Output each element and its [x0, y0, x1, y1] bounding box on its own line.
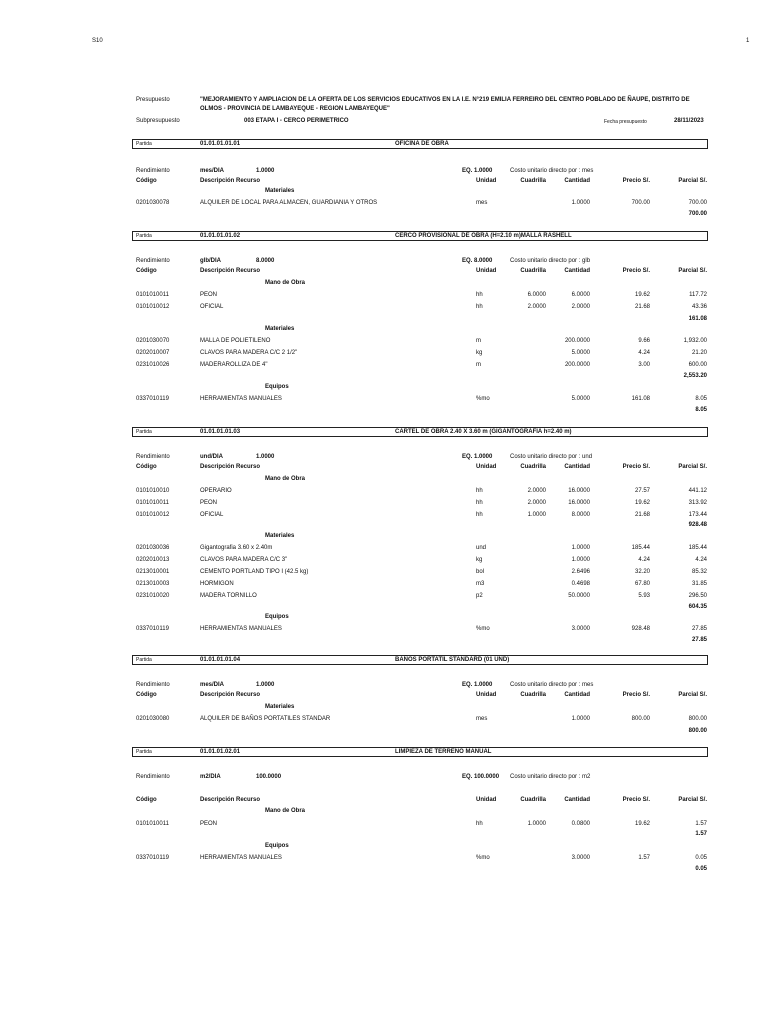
col-unidad: Unidad — [476, 797, 497, 803]
resource-description: ALQUILER DE LOCAL PARA ALMACEN, GUARDIANIA Y OTROS — [200, 200, 378, 206]
rendimiento-value: 8.0000 — [256, 258, 275, 264]
subpresupuesto-label: Subpresupuesto — [136, 118, 180, 124]
col-cantidad: Cantidad — [564, 797, 590, 803]
resource-precio: 928.48 — [631, 626, 650, 632]
costo-unitario-label: Costo unitario directo por : und — [510, 454, 593, 460]
eq-value: EQ. 1.0000 — [462, 454, 493, 460]
partida-code: 01.01.01.01.03 — [200, 429, 241, 435]
resource-unit: p2 — [476, 593, 483, 599]
col-codigo: Código — [136, 178, 157, 184]
resource-code: 0202010007 — [136, 350, 170, 356]
resource-unit: hh — [476, 821, 483, 827]
rendimiento-label: Rendimiento — [136, 682, 170, 688]
resource-parcial: 313.92 — [688, 500, 707, 506]
resource-cuadrilla: 2.0000 — [527, 488, 546, 494]
col-precio: Precio S/. — [622, 797, 650, 803]
col-cantidad: Cantidad — [564, 464, 590, 470]
col-cuadrilla: Cuadrilla — [520, 178, 546, 184]
resource-group-title: Materiales — [265, 533, 295, 539]
group-subtotal: 928.48 — [688, 522, 707, 528]
resource-description: MALLA DE POLIETILENO — [200, 338, 271, 344]
resource-unit: hh — [476, 500, 483, 506]
group-subtotal: 700.00 — [688, 211, 707, 217]
partida-code: 01.01.01.01.02 — [200, 233, 241, 239]
resource-cantidad: 5.0000 — [571, 350, 590, 356]
col-precio: Precio S/. — [622, 692, 650, 698]
resource-cuadrilla: 6.0000 — [527, 292, 546, 298]
fecha-value: 28/11/2023 — [674, 118, 704, 124]
resource-cantidad: 1.0000 — [571, 200, 590, 206]
resource-description: HERRAMIENTAS MANUALES — [200, 855, 282, 861]
fecha-label: Fecha presupuesto — [604, 119, 647, 125]
resource-parcial: 1.57 — [695, 821, 707, 827]
col-codigo: Código — [136, 268, 157, 274]
rendimiento-label: Rendimiento — [136, 774, 170, 780]
col-unidad: Unidad — [476, 268, 497, 274]
resource-precio: 1.57 — [638, 855, 650, 861]
group-subtotal: 1.57 — [695, 831, 707, 837]
resource-unit: %mo — [476, 396, 490, 402]
resource-code: 0337010119 — [136, 626, 169, 632]
subpresupuesto-value: 003 ETAPA I - CERCO PERIMETRICO — [244, 118, 349, 124]
group-subtotal: 800.00 — [688, 728, 707, 734]
resource-code: 0231010026 — [136, 362, 170, 368]
resource-cantidad: 8.0000 — [571, 512, 590, 518]
resource-cantidad: 2.0000 — [571, 304, 590, 310]
col-parcial: Parcial S/. — [678, 797, 707, 803]
resource-precio: 19.62 — [634, 292, 650, 298]
resource-description: HORMIGON — [200, 581, 234, 587]
resource-description: PEON — [200, 821, 218, 827]
costo-unitario-label: Costo unitario directo por : m2 — [510, 774, 591, 780]
resource-precio: 4.24 — [638, 350, 650, 356]
col-parcial: Parcial S/. — [678, 692, 707, 698]
resource-group-title: Equipos — [265, 384, 289, 390]
resource-parcial: 296.50 — [688, 593, 707, 599]
col-precio: Precio S/. — [622, 464, 650, 470]
partida-title: BAÑOS PORTATIL STANDARD (01 UND) — [395, 657, 510, 663]
rendimiento-value: 1.0000 — [256, 682, 275, 688]
col-descripcion: Descripción Recurso — [200, 178, 261, 184]
presupuesto-label: Presupuesto — [136, 97, 170, 103]
resource-code: 0231010020 — [136, 593, 170, 599]
partida-header-box — [132, 231, 708, 241]
resource-unit: hh — [476, 304, 483, 310]
resource-unit: hh — [476, 292, 483, 298]
resource-precio: 3.00 — [638, 362, 650, 368]
resource-group-title: Mano de Obra — [265, 476, 306, 482]
resource-cantidad: 16.0000 — [568, 500, 590, 506]
rendimiento-value: 100.0000 — [256, 774, 282, 780]
col-cuadrilla: Cuadrilla — [520, 692, 546, 698]
resource-parcial: 173.44 — [688, 512, 707, 518]
resource-group-title: Equipos — [265, 843, 289, 849]
resource-parcial: 21.20 — [691, 350, 707, 356]
resource-description: CEMENTO PORTLAND TIPO I (42.5 kg) — [200, 569, 309, 575]
partida-title: CERCO PROVISIONAL DE OBRA (H=2.10 m)MALLA RASHELL — [395, 233, 572, 239]
resource-cantidad: 2.6496 — [571, 569, 590, 575]
rendimiento-label: Rendimiento — [136, 258, 170, 264]
rendimiento-unit: mes/DIA — [200, 682, 225, 688]
resource-parcial: 600.00 — [688, 362, 707, 368]
costo-unitario-label: Costo unitario directo por : glb — [510, 258, 591, 264]
resource-parcial: 700.00 — [688, 200, 707, 206]
costo-unitario-label: Costo unitario directo por : mes — [510, 682, 594, 688]
col-cantidad: Cantidad — [564, 178, 590, 184]
rendimiento-unit: m2/DIA — [200, 774, 221, 780]
resource-cuadrilla: 1.0000 — [527, 512, 546, 518]
resource-parcial: 31.85 — [691, 581, 707, 587]
resource-description: OFICIAL — [200, 304, 224, 310]
resource-code: 0201030070 — [136, 338, 170, 344]
resource-precio: 21.68 — [634, 304, 650, 310]
resource-cantidad: 200.0000 — [564, 362, 590, 368]
resource-parcial: 43.36 — [691, 304, 707, 310]
resource-unit: %mo — [476, 855, 490, 861]
resource-description: ALQUILER DE BAÑOS PORTATILES STANDAR — [200, 716, 331, 722]
col-cuadrilla: Cuadrilla — [520, 464, 546, 470]
col-codigo: Código — [136, 692, 157, 698]
group-subtotal: 8.05 — [695, 407, 707, 413]
rendimiento-label: Rendimiento — [136, 168, 170, 174]
partida-label: Partida — [136, 657, 152, 663]
resource-parcial: 1,932.00 — [683, 338, 707, 344]
resource-precio: 185.44 — [631, 545, 650, 551]
resource-parcial: 85.32 — [691, 569, 707, 575]
partida-label: Partida — [136, 429, 152, 435]
resource-group-title: Mano de Obra — [265, 808, 306, 814]
col-cantidad: Cantidad — [564, 268, 590, 274]
resource-code: 0101010011 — [136, 292, 169, 298]
resource-cantidad: 1.0000 — [571, 557, 590, 563]
resource-description: MADERAROLLIZA DE 4" — [200, 362, 268, 368]
col-cantidad: Cantidad — [564, 692, 590, 698]
resource-cantidad: 16.0000 — [568, 488, 590, 494]
partida-code: 01.01.01.02.01 — [200, 749, 241, 755]
resource-group-title: Materiales — [265, 188, 295, 194]
partida-label: Partida — [136, 749, 152, 755]
resource-group-title: Materiales — [265, 704, 295, 710]
col-unidad: Unidad — [476, 692, 497, 698]
col-descripcion: Descripción Recurso — [200, 464, 261, 470]
resource-unit: hh — [476, 512, 483, 518]
col-descripcion: Descripción Recurso — [200, 268, 261, 274]
group-subtotal: 2,553.20 — [683, 373, 707, 379]
resource-code: 0101010012 — [136, 304, 170, 310]
resource-cantidad: 0.4698 — [571, 581, 590, 587]
resource-code: 0201030078 — [136, 200, 170, 206]
eq-value: EQ. 8.0000 — [462, 258, 493, 264]
resource-group-title: Mano de Obra — [265, 280, 306, 286]
resource-precio: 27.57 — [634, 488, 650, 494]
resource-parcial: 117.72 — [689, 292, 707, 298]
resource-cantidad: 200.0000 — [564, 338, 590, 344]
resource-cuadrilla: 2.0000 — [527, 304, 546, 310]
resource-unit: hh — [476, 488, 483, 494]
resource-precio: 9.66 — [638, 338, 650, 344]
resource-precio: 161.08 — [631, 396, 650, 402]
presupuesto-title-line1: "MEJORAMIENTO Y AMPLIACION DE LA OFERTA DE LOS SERVICIOS EDUCATIVOS EN LA I.E. N°219 EMILIA FERREIRO DEL CENTRO POBLADO DE ÑAUPE, DISTRITO DE — [200, 97, 690, 103]
resource-code: 0101010012 — [136, 512, 170, 518]
group-subtotal: 27.85 — [691, 637, 707, 643]
resource-unit: %mo — [476, 626, 490, 632]
resource-code: 0337010119 — [136, 855, 169, 861]
resource-parcial: 4.24 — [695, 557, 707, 563]
col-parcial: Parcial S/. — [678, 268, 707, 274]
partida-code: 01.01.01.01.04 — [200, 657, 241, 663]
partida-header-box — [132, 427, 708, 437]
col-parcial: Parcial S/. — [678, 178, 707, 184]
resource-cantidad: 50.0000 — [568, 593, 590, 599]
resource-code: 0101010011 — [136, 500, 169, 506]
col-cuadrilla: Cuadrilla — [520, 797, 546, 803]
resource-description: OFICIAL — [200, 512, 224, 518]
resource-unit: mes — [476, 200, 488, 206]
rendimiento-label: Rendimiento — [136, 454, 170, 460]
resource-code: 0201030036 — [136, 545, 170, 551]
resource-cantidad: 6.0000 — [571, 292, 590, 298]
resource-unit: kg — [476, 350, 483, 356]
resource-description: Gigantografia 3.60 x 2.40m — [200, 545, 273, 551]
resource-precio: 19.62 — [634, 500, 650, 506]
resource-code: 0337010119 — [136, 396, 169, 402]
group-subtotal: 0.05 — [695, 866, 707, 872]
eq-value: EQ. 1.0000 — [462, 682, 493, 688]
rendimiento-value: 1.0000 — [256, 454, 275, 460]
resource-description: MADERA TORNILLO — [200, 593, 257, 599]
resource-unit: m — [476, 362, 481, 368]
resource-cuadrilla: 1.0000 — [527, 821, 546, 827]
col-descripcion: Descripción Recurso — [200, 692, 261, 698]
resource-parcial: 0.05 — [695, 855, 707, 861]
resource-unit: und — [476, 545, 487, 551]
col-descripcion: Descripción Recurso — [200, 797, 261, 803]
resource-description: HERRAMIENTAS MANUALES — [200, 396, 282, 402]
partida-title: LIMPIEZA DE TERRENO MANUAL — [395, 749, 492, 755]
resource-parcial: 27.85 — [691, 626, 707, 632]
resource-description: PEON — [200, 500, 218, 506]
rendimiento-unit: und/DIA — [200, 454, 223, 460]
costo-unitario-label: Costo unitario directo por : mes — [510, 168, 594, 174]
partida-header-box — [132, 747, 708, 757]
resource-parcial: 800.00 — [688, 716, 707, 722]
report-code: S10 — [92, 38, 103, 44]
resource-code: 0213010003 — [136, 581, 170, 587]
rendimiento-unit: glb/DIA — [200, 258, 221, 264]
resource-precio: 5.93 — [638, 593, 650, 599]
resource-group-title: Materiales — [265, 326, 295, 332]
rendimiento-unit: mes/DIA — [200, 168, 225, 174]
partida-label: Partida — [136, 233, 152, 239]
resource-precio: 67.80 — [634, 581, 650, 587]
resource-code: 0213010001 — [136, 569, 170, 575]
rendimiento-value: 1.0000 — [256, 168, 275, 174]
partida-header-box — [132, 655, 708, 665]
resource-cantidad: 3.0000 — [571, 626, 590, 632]
resource-precio: 19.62 — [634, 821, 650, 827]
resource-group-title: Equipos — [265, 614, 289, 620]
resource-code: 0201030080 — [136, 716, 170, 722]
col-precio: Precio S/. — [622, 268, 650, 274]
group-subtotal: 604.35 — [688, 604, 707, 610]
col-parcial: Parcial S/. — [678, 464, 707, 470]
col-codigo: Código — [136, 464, 157, 470]
resource-parcial: 8.05 — [695, 396, 707, 402]
resource-precio: 4.24 — [638, 557, 650, 563]
resource-cantidad: 0.0800 — [571, 821, 590, 827]
col-unidad: Unidad — [476, 178, 497, 184]
resource-precio: 21.68 — [634, 512, 650, 518]
page-number: 1 — [746, 38, 750, 44]
resource-parcial: 185.44 — [688, 545, 707, 551]
resource-unit: mes — [476, 716, 488, 722]
resource-cuadrilla: 2.0000 — [527, 500, 546, 506]
resource-unit: m3 — [476, 581, 485, 587]
resource-precio: 32.20 — [634, 569, 650, 575]
resource-description: OPERARIO — [200, 488, 232, 494]
presupuesto-title-line2: OLMOS - PROVINCIA DE LAMBAYEQUE - REGION LAMBAYEQUE" — [200, 106, 390, 112]
partida-label: Partida — [136, 141, 152, 147]
resource-cantidad: 5.0000 — [571, 396, 590, 402]
resource-unit: bol — [476, 569, 485, 575]
resource-unit: kg — [476, 557, 483, 563]
col-unidad: Unidad — [476, 464, 497, 470]
partida-header-box — [132, 139, 708, 149]
resource-code: 0101010011 — [136, 821, 169, 827]
resource-cantidad: 1.0000 — [571, 545, 590, 551]
resource-description: CLAVOS PARA MADERA C/C 2 1/2" — [200, 350, 298, 356]
col-cuadrilla: Cuadrilla — [520, 268, 546, 274]
partida-title: CARTEL DE OBRA 2.40 X 3.60 m (GIGANTOGRAFIA h=2.40 m) — [395, 429, 572, 435]
col-precio: Precio S/. — [622, 178, 650, 184]
resource-cantidad: 3.0000 — [571, 855, 590, 861]
resource-parcial: 441.12 — [688, 488, 707, 494]
partida-title: OFICINA DE OBRA — [395, 141, 449, 147]
group-subtotal: 161.08 — [688, 316, 707, 322]
eq-value: EQ. 1.0000 — [462, 168, 493, 174]
resource-code: 0202010013 — [136, 557, 170, 563]
resource-precio: 800.00 — [631, 716, 650, 722]
resource-cantidad: 1.0000 — [571, 716, 590, 722]
resource-description: PEON — [200, 292, 218, 298]
col-codigo: Código — [136, 797, 157, 803]
eq-value: EQ. 100.0000 — [462, 774, 500, 780]
resource-code: 0101010010 — [136, 488, 170, 494]
resource-precio: 700.00 — [631, 200, 650, 206]
resource-description: HERRAMIENTAS MANUALES — [200, 626, 282, 632]
partida-code: 01.01.01.01.01 — [200, 141, 241, 147]
resource-unit: m — [476, 338, 481, 344]
resource-description: CLAVOS PARA MADERA C/C 3" — [200, 557, 288, 563]
